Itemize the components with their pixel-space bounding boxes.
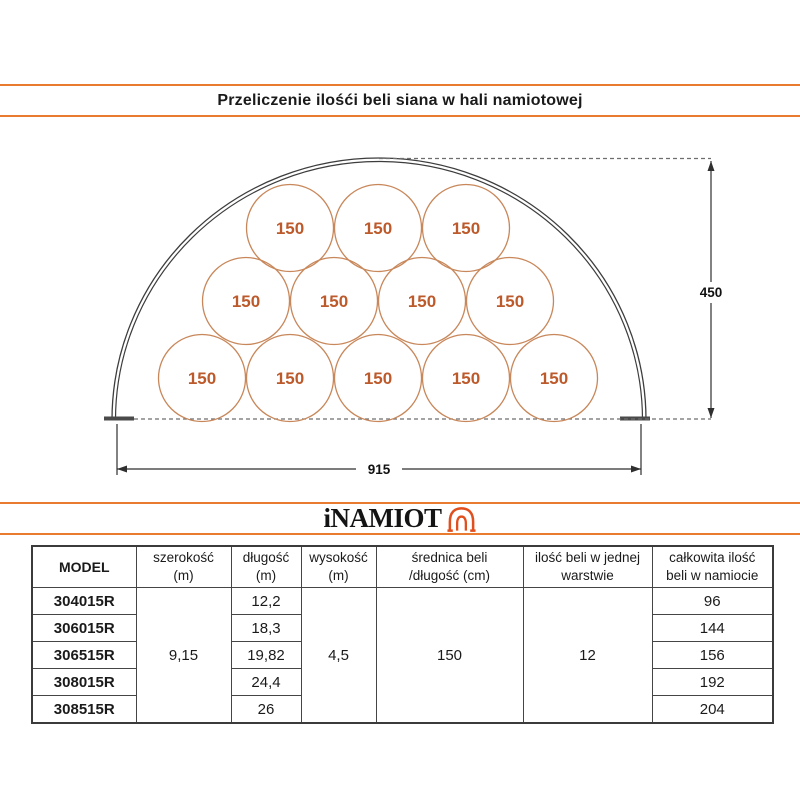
cell-wysokosc-merged: 4,5: [301, 588, 376, 724]
tent-cross-section-diagram: [0, 130, 800, 485]
hay-bale-label: 150: [275, 219, 305, 238]
table-header-row: [32, 546, 773, 588]
tent-arch-icon: [446, 504, 477, 534]
cell-dlugosc: 19,82: [231, 642, 301, 669]
hay-bale-label: 150: [363, 219, 393, 238]
arrow-down-icon: [708, 408, 715, 418]
logo-band: [0, 502, 800, 535]
header-ilosc-warstwa: ilość beli w jednej warstwie: [523, 546, 652, 588]
cell-dlugosc: 24,4: [231, 669, 301, 696]
hay-bale-label: 150: [275, 369, 305, 388]
arrow-right-icon: [631, 466, 641, 473]
cell-model: 308515R: [32, 696, 136, 724]
height-dimension: [700, 161, 723, 418]
cell-calkowita: 156: [652, 642, 773, 669]
width-dimension: [117, 424, 641, 477]
cell-model: 308015R: [32, 669, 136, 696]
header-dlugosc: długość (m): [231, 546, 301, 588]
hay-bale-label: 150: [319, 292, 349, 311]
width-dimension-label: 915: [367, 462, 391, 477]
table-row: [32, 588, 773, 615]
hay-bale-label: 150: [451, 219, 481, 238]
cell-dlugosc: 18,3: [231, 615, 301, 642]
cell-dlugosc: 26: [231, 696, 301, 724]
cell-srednica-merged: 150: [376, 588, 523, 724]
hay-bale-label: 150: [495, 292, 525, 311]
header-wysokosc: wysokość (m): [301, 546, 376, 588]
cell-szerokosc-merged: 9,15: [136, 588, 231, 724]
arrow-up-icon: [708, 161, 715, 171]
cell-calkowita: 204: [652, 696, 773, 724]
cell-model: 306015R: [32, 615, 136, 642]
page-title: Przeliczenie ilośći beli siana w hali namiotowej: [217, 91, 583, 109]
hay-bale-label: 150: [363, 369, 393, 388]
header-srednica: średnica beli /długość (cm): [376, 546, 523, 588]
cell-dlugosc: 12,2: [231, 588, 301, 615]
hay-bale-label: 150: [407, 292, 437, 311]
cell-calkowita: 144: [652, 615, 773, 642]
header-szerokosc: szerokość (m): [136, 546, 231, 588]
spec-table: [31, 545, 774, 724]
header-calkowita: całkowita ilość beli w namiocie: [652, 546, 773, 588]
cell-calkowita: 96: [652, 588, 773, 615]
cell-calkowita: 192: [652, 669, 773, 696]
title-band: [0, 84, 800, 117]
hay-bale-label: 150: [539, 369, 569, 388]
hay-bale-label: 150: [231, 292, 261, 311]
hay-bale-label: 150: [187, 369, 217, 388]
height-dimension-label: 450: [699, 285, 723, 300]
arrow-left-icon: [117, 466, 127, 473]
cell-model: 304015R: [32, 588, 136, 615]
tent-foot-left: [104, 417, 134, 421]
cell-model: 306515R: [32, 642, 136, 669]
hay-bale-label: 150: [451, 369, 481, 388]
logo-text: iNAMIOT: [323, 503, 442, 533]
header-model: MODEL: [32, 546, 136, 588]
hay-bale-group: [159, 185, 598, 422]
cell-ilosc-warstwa-merged: 12: [523, 588, 652, 724]
